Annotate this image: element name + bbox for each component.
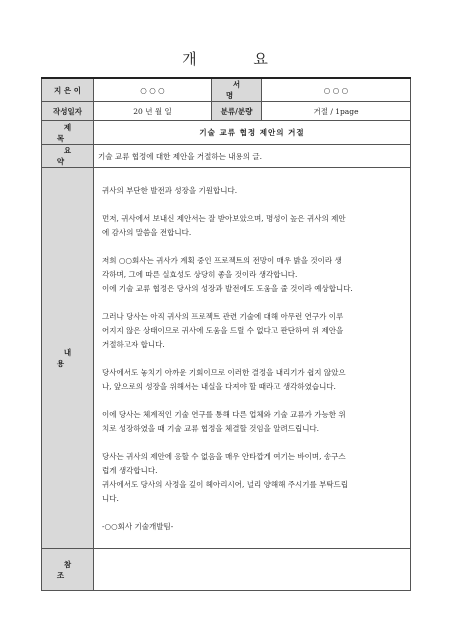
reference-row xyxy=(42,549,411,591)
content-line: 당사는 귀사의 제안에 응할 수 없음을 매우 안타깝게 여기는 바이며, 송구스 xyxy=(102,452,346,461)
content-row xyxy=(42,168,411,549)
content-line: 당사에서도 놓치기 아까운 기회이므로 이러한 결정을 내리기가 쉽지 않았으 xyxy=(102,368,346,377)
summary-label: 요 약 xyxy=(42,145,94,168)
content-line: 이에 기술 교류 협정은 당사의 성장과 발전에도 도움을 줄 것이라 예상합니다. xyxy=(102,284,353,293)
content-line: 거절하고자 합니다. xyxy=(102,340,165,349)
reference-value xyxy=(94,549,411,591)
content-line: 에 감사의 말씀을 전합니다. xyxy=(102,228,192,237)
content-line: 그러나 당사는 아직 귀사의 프로젝트 관련 기술에 대해 아무런 연구가 이루 xyxy=(102,312,344,321)
content-label: 내 용 xyxy=(42,168,94,549)
content-line: 나, 앞으로의 성장을 위해서는 내실을 다져야 할 때라고 생각하였습니다. xyxy=(102,382,336,391)
subject-row xyxy=(42,121,411,145)
author-value: ○ ○ ○ xyxy=(94,78,212,102)
category-value: 거절 / 1page xyxy=(262,102,411,121)
content-line: 각하며, 그에 따른 실효성도 상당히 좋을 것이라 생각합니다. xyxy=(102,270,298,279)
content-line: 먼저, 귀사에서 보내신 제안서는 잘 받아보았으며, 명성이 높은 귀사의 제안 xyxy=(102,214,346,223)
summary-value: 기술 교류 협정에 대한 제안을 거절하는 내용의 글. xyxy=(94,145,411,168)
summary-form-table xyxy=(41,77,411,591)
content-line: 럽게 생각합니다. xyxy=(102,466,158,475)
content-line: 니다. xyxy=(102,494,119,503)
content-line: 이에 당사는 체계적인 기술 연구를 통해 다른 업체와 기술 교류가 가능한 위 xyxy=(102,410,346,419)
category-label: 분류/분량 xyxy=(212,102,262,121)
content-line: 저희 ○○회사는 귀사가 계획 중인 프로젝트의 전망이 매우 밝을 것이라 생 xyxy=(102,256,342,265)
date-label: 작성일자 xyxy=(42,102,94,121)
content-line: 귀사에서도 당사의 사정을 깊이 헤아리시어, 널리 양해해 주시기를 부탁드립 xyxy=(102,480,349,489)
author-label: 지 은 이 xyxy=(42,78,94,102)
subject-value: 기술 교류 협정 제안의 거절 xyxy=(94,121,411,145)
signature-value: ○ ○ ○ xyxy=(262,78,411,102)
content-line: 귀사의 부단한 발전과 성장을 기원합니다. xyxy=(102,186,238,195)
content-signoff: -○○회사 기술개발팀- xyxy=(102,522,174,531)
author-row xyxy=(42,78,411,102)
subject-label: 제 목 xyxy=(42,121,94,145)
content-line: 치로 성장하였을 때 기술 교류 협정을 체결할 것임을 알려드립니다. xyxy=(102,424,320,433)
content-body xyxy=(94,168,411,549)
reference-label: 참 조 xyxy=(42,549,94,591)
summary-row xyxy=(42,145,411,168)
signature-label: 서 명 xyxy=(212,78,262,102)
date-row xyxy=(42,102,411,121)
content-line: 어지지 않은 상태이므로 귀사에 도움을 드릴 수 없다고 판단하여 위 제안을 xyxy=(102,326,344,335)
date-value: 20 년 월 일 xyxy=(94,102,212,121)
document-title: 개 요 xyxy=(182,50,294,68)
